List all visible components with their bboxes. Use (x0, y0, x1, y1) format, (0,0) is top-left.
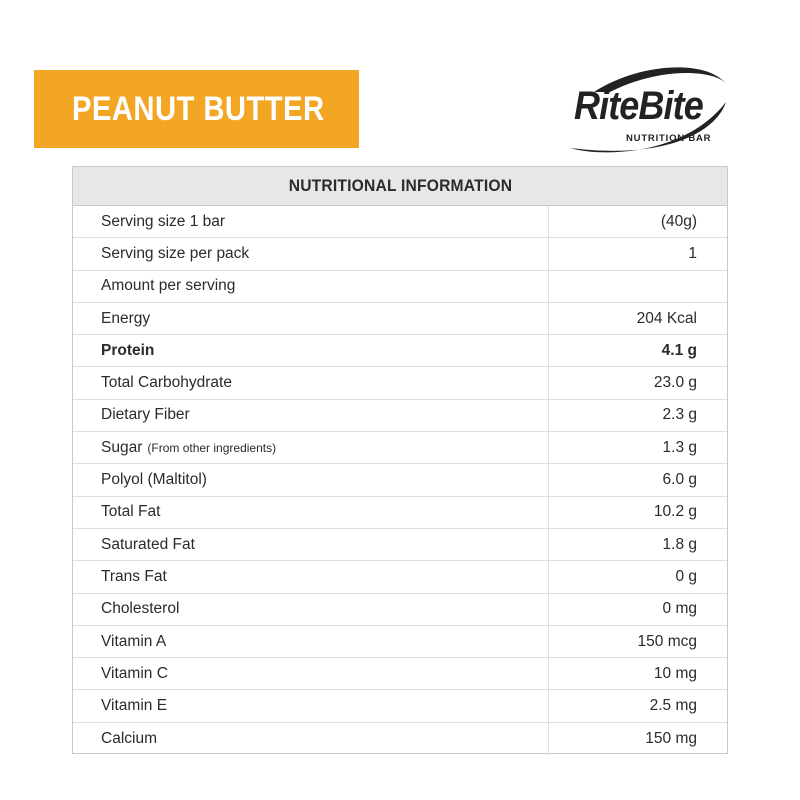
product-banner (34, 70, 359, 148)
nutrient-value: 1 (688, 244, 697, 262)
nutrient-name-cell (73, 367, 549, 398)
table-row (73, 271, 727, 303)
table-row (73, 529, 727, 561)
nutrient-name: Vitamin A (101, 632, 167, 650)
table-row (73, 400, 727, 432)
table-row (73, 432, 727, 464)
nutrient-name-cell (73, 561, 549, 592)
nutrition-table (72, 166, 728, 754)
table-row (73, 561, 727, 593)
nutrient-name: Cholesterol (101, 600, 180, 618)
nutrient-name-cell (73, 303, 549, 334)
table-row (73, 367, 727, 399)
table-row (73, 594, 727, 626)
nutrient-name-cell (73, 464, 549, 495)
nutrient-name-cell (73, 658, 549, 689)
nutrient-name: Trans Fat (101, 567, 167, 585)
table-row (73, 303, 727, 335)
nutrient-name: Protein (101, 341, 155, 359)
nutrient-name: Dietary Fiber (101, 406, 190, 424)
nutrient-name-cell (73, 529, 549, 560)
nutrient-name: Total Carbohydrate (101, 374, 232, 392)
table-row (73, 626, 727, 658)
nutrient-name: Saturated Fat (101, 535, 195, 553)
nutrient-name-cell (73, 271, 549, 302)
nutrient-value: 0 mg (662, 600, 697, 618)
nutrient-name-cell (73, 626, 549, 657)
brand-name: RiteBite (574, 84, 703, 128)
table-row (73, 690, 727, 722)
table-header (73, 167, 727, 206)
nutrient-name: Vitamin C (101, 664, 168, 682)
brand-logo (566, 62, 732, 158)
nutrient-name: Serving size per pack (101, 244, 250, 262)
nutrient-name-cell (73, 594, 549, 625)
nutrient-value: 2.5 mg (649, 697, 697, 715)
nutrient-name: Sugar (101, 438, 143, 456)
nutrient-name: Total Fat (101, 503, 161, 521)
nutrient-value: 0 g (675, 567, 697, 585)
nutrient-name-cell (73, 206, 549, 237)
nutrient-value: 10.2 g (653, 503, 697, 521)
table-row (73, 206, 727, 238)
nutrient-value: 23.0 g (653, 374, 697, 392)
nutrient-name-cell (73, 432, 549, 463)
nutrient-value: 10 mg (653, 664, 697, 682)
nutrient-value: 4.1 g (661, 341, 697, 359)
nutrient-value: 6.0 g (662, 471, 697, 489)
nutrient-name: Calcium (101, 729, 157, 747)
nutrient-name: Energy (101, 309, 151, 327)
nutrient-name: Polyol (Maltitol) (101, 471, 207, 489)
nutrient-value: 1.3 g (662, 438, 697, 456)
nutrient-name-cell (73, 723, 549, 755)
nutrient-value: 150 mg (645, 729, 697, 747)
nutrient-value: 1.8 g (662, 535, 697, 553)
nutrient-name: Amount per serving (101, 277, 236, 295)
nutrient-name-cell (73, 497, 549, 528)
table-row (73, 658, 727, 690)
nutrient-name: Vitamin E (101, 697, 168, 715)
table-row (73, 497, 727, 529)
product-title: PEANUT BUTTER (72, 89, 325, 128)
nutrient-name-cell (73, 335, 549, 366)
nutrient-value: 2.3 g (662, 406, 697, 424)
nutrient-value: (40g) (660, 212, 697, 230)
nutrient-name: Serving size 1 bar (101, 212, 226, 230)
table-body (73, 206, 727, 755)
table-row (73, 464, 727, 496)
table-row (73, 335, 727, 367)
table-row (73, 723, 727, 755)
nutrient-name-cell (73, 400, 549, 431)
nutrient-name-cell (73, 238, 549, 269)
nutrient-value: 150 mcg (637, 632, 697, 650)
brand-tagline: NUTRITION BAR (626, 133, 712, 144)
table-row (73, 238, 727, 270)
nutrient-value: 204 Kcal (636, 309, 697, 327)
nutrient-name-cell (73, 690, 549, 721)
table-title: NUTRITIONAL INFORMATION (288, 176, 512, 195)
nutrient-note: (From other ingredients) (147, 440, 277, 455)
